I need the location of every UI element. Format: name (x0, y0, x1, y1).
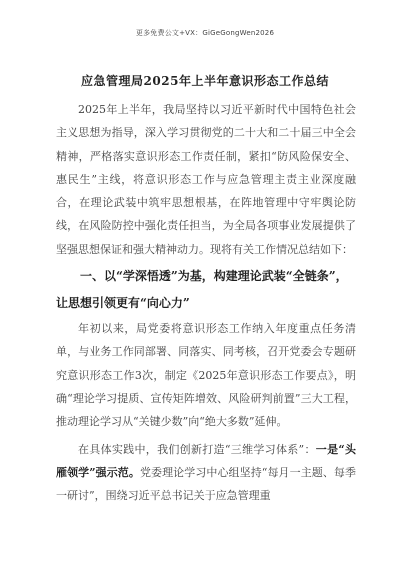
paragraph-intro: 2025年上半年，我局坚持以习近平新时代中国特色社会主义思想为指导，深入学习贯彻党的二十大和二十届三中全会精神，严格落实意识形态工作责任制，紧扣“防风险保安全、惠民生”主线，将意识形态工作与应急管理主责主业深度融合，在理论武装中筑牢思想根基，在阵地管理中守牢舆论防线，在风险防控中强化责任担当，为全局各项事业发展提供了坚强思想保证和强大精神动力。现将有关工作情况总结如下： (56, 103, 356, 256)
section-heading-1: 一、以“学深悟透”为基，构建理论武装“全链条”，让思想引领更有“向心力” (56, 269, 348, 311)
document-body (56, 98, 356, 507)
paragraph-section1-practice (56, 438, 356, 508)
paragraph-lead-text: 在具体实践中，我们创新打造“三维学习体系”： (78, 442, 316, 456)
document-title: 应急管理局2025年上半年意识形态工作总结 (81, 74, 329, 88)
header-watermark: 更多免费公文+VX：GiGeGongWen2026 (135, 29, 275, 37)
paragraph-bold-point: 一是“头雁领学”强示范。 (56, 442, 356, 479)
paragraph-section1-body: 年初以来，局党委将意识形态工作纳入年度重点任务清单，与业务工作同部署、同落实、同考核，召开党委会专题研究意识形态工作3次，制定《2025年意识形态工作要点》，明确“理论学习提质、宣传矩阵增效、风险研判前置”三大工程，推动理论学习从“关键少数”向“绝大多数”延伸。 (56, 322, 356, 429)
paragraph-rest-text: 党委理论学习中心组坚持“每月一主题、每季一研讨”，围绕习近平总书记关于应急管理重 (56, 465, 357, 503)
